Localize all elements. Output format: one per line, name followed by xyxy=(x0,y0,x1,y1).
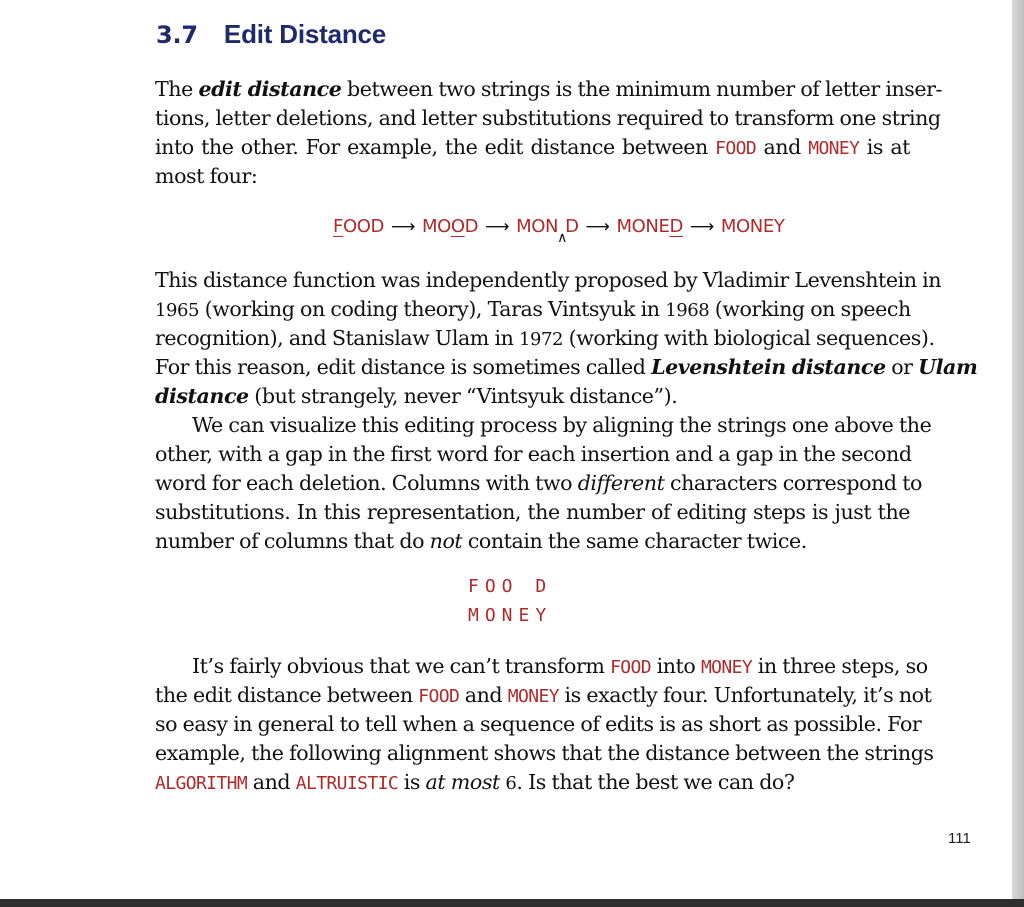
text-run: and xyxy=(247,770,296,794)
section-heading xyxy=(156,19,386,50)
arrow-icon: ⟶ xyxy=(585,217,610,237)
code-algorithm: ALGORITHM xyxy=(155,773,248,794)
page-number: 111 xyxy=(948,830,971,847)
text-run: It’s fairly obvious that we can’t transform xyxy=(192,654,611,678)
text-run: into the other. For example, the edit distance between xyxy=(155,135,716,159)
text-run: (working on speech xyxy=(709,297,911,321)
text-run: and xyxy=(459,683,508,707)
text-line: substitutions. In this representation, the number of editing steps is just the xyxy=(155,500,910,524)
text-line xyxy=(155,324,935,353)
term-levenshtein-distance: Levenshtein distance xyxy=(651,355,886,379)
step-edit-mark: D xyxy=(669,216,683,237)
step-part: D xyxy=(464,216,479,237)
code-food: FOOD xyxy=(715,138,757,159)
text-run: the edit distance between xyxy=(155,683,419,707)
text-run: (working with biological sequences). xyxy=(563,326,935,350)
text-line: example, the following alignment shows that the distance between the strings xyxy=(155,741,934,765)
edit-sequence xyxy=(333,216,785,246)
text-line xyxy=(155,768,910,797)
step-edit-mark: F xyxy=(333,216,343,237)
paragraph-history xyxy=(155,266,978,411)
term-distance: distance xyxy=(155,384,249,408)
step-mood xyxy=(422,216,478,237)
code-money: MONEY xyxy=(808,138,860,159)
alignment-top-row: FOO D xyxy=(468,576,553,597)
code-food: FOOD xyxy=(610,657,652,678)
number-six: 6 xyxy=(505,773,517,794)
step-part: MONE xyxy=(616,216,670,237)
term-edit-distance: edit distance xyxy=(198,77,342,101)
code-money: MONEY xyxy=(700,657,753,678)
viewer-bottom-border xyxy=(0,899,1024,907)
step-edit-mark: O xyxy=(450,216,465,237)
text-line xyxy=(155,382,910,411)
step-part: OOD xyxy=(342,216,384,237)
step-part: MO xyxy=(421,216,451,237)
step-moned xyxy=(617,216,683,237)
code-food: FOOD xyxy=(418,686,460,707)
insert-caret-icon: ∧ xyxy=(557,230,567,246)
text-line: other, with a gap in the first word for each insertion and a gap in the second xyxy=(155,442,912,466)
text-run: . Is that the best we can do? xyxy=(516,770,795,794)
text-run: is exactly four. Unfortunately, it’s not xyxy=(558,683,932,707)
text-run: between two strings is the minimum number of letter inser- xyxy=(341,77,943,101)
step-part: D xyxy=(565,216,579,237)
text-run: For this reason, edit distance is sometimes called xyxy=(155,355,652,379)
text-run: or xyxy=(885,355,919,379)
text-line xyxy=(155,75,943,104)
paragraph-visualize xyxy=(155,411,932,556)
text-run: is at xyxy=(859,135,910,159)
text-run: contain the same character twice. xyxy=(462,529,807,553)
section-number: 3.7 xyxy=(156,21,198,49)
code-money: MONEY xyxy=(507,686,559,707)
text-run: (working on coding theory), Taras Vintsyuk in xyxy=(199,297,666,321)
term-ulam: Ulam xyxy=(918,355,978,379)
text-run: word for each deletion. Columns with two xyxy=(155,471,578,495)
step-part: MON xyxy=(516,216,559,237)
paragraph-alignment xyxy=(155,652,934,797)
arrow-icon: ⟶ xyxy=(390,217,415,237)
text-run: (but strangely, never “Vintsyuk distance”). xyxy=(248,384,678,408)
paragraph-intro xyxy=(155,75,943,191)
emphasis-at-most: at most xyxy=(425,770,500,794)
emphasis-not: not xyxy=(429,529,463,553)
text-run: and xyxy=(756,135,809,159)
text-run: is xyxy=(398,770,426,794)
step-food xyxy=(333,216,384,237)
text-line: We can visualize this editing process by aligning the strings one above the xyxy=(192,413,932,437)
text-run: into xyxy=(651,654,701,678)
step-money: MONEY xyxy=(720,216,785,237)
text-line: so easy in general to tell when a sequence of edits is as short as possible. For xyxy=(155,712,922,736)
page-edge xyxy=(1012,0,1024,907)
emphasis-different: different xyxy=(577,471,665,495)
text-line xyxy=(155,469,922,498)
text-line xyxy=(155,652,928,681)
text-run: in three steps, so xyxy=(752,654,928,678)
code-altruistic: ALTRUISTIC xyxy=(295,773,399,794)
arrow-icon: ⟶ xyxy=(485,217,510,237)
text-line xyxy=(155,353,978,382)
text-run: recognition), and Stanislaw Ulam in xyxy=(155,326,520,350)
text-line: tions, letter deletions, and letter substitutions required to transform one string xyxy=(155,106,941,130)
text-line: most four: xyxy=(155,164,258,188)
text-line xyxy=(155,295,910,324)
text-run: number of columns that do xyxy=(155,529,430,553)
arrow-icon: ⟶ xyxy=(689,217,714,237)
text-line: This distance function was independently proposed by Vladimir Levenshtein in xyxy=(155,268,942,292)
text-line xyxy=(155,527,910,556)
text-run: characters correspond to xyxy=(664,471,922,495)
text-line xyxy=(155,133,910,162)
year: 1968 xyxy=(665,300,710,321)
section-title: Edit Distance xyxy=(223,19,387,49)
text-run: The xyxy=(155,77,199,101)
year: 1965 xyxy=(155,300,200,321)
alignment-bottom-row: MONEY xyxy=(468,605,553,626)
step-mond xyxy=(516,216,579,246)
text-line xyxy=(155,681,932,710)
year: 1972 xyxy=(519,329,564,350)
